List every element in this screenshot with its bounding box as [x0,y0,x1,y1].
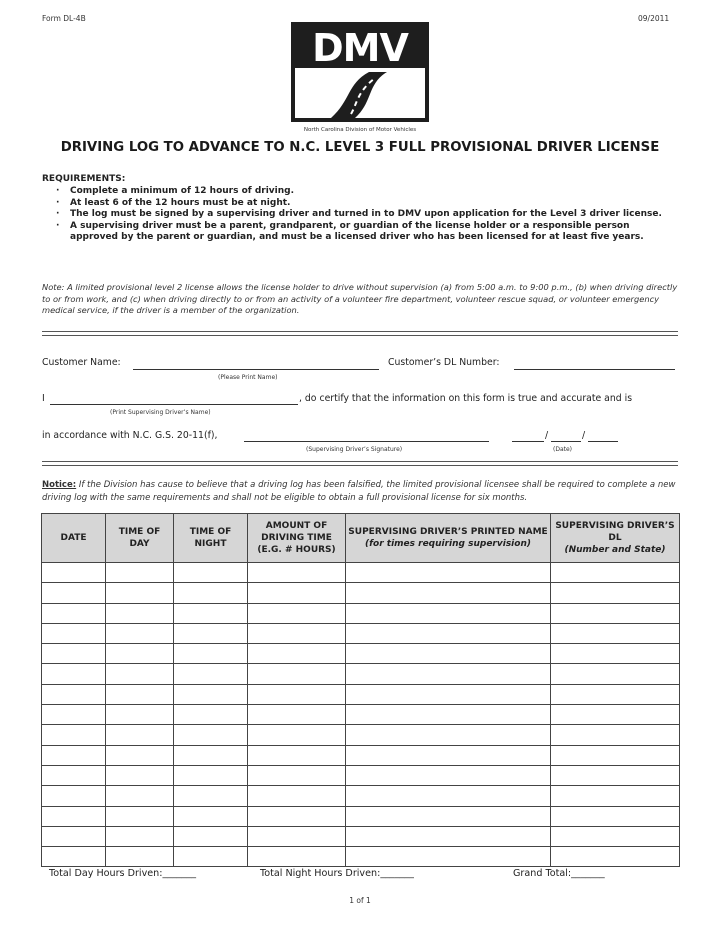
log-cell[interactable] [551,644,680,664]
log-cell[interactable] [346,603,551,623]
table-row [42,583,680,603]
log-cell[interactable] [248,847,346,867]
log-cell[interactable] [42,725,106,745]
log-cell[interactable] [346,705,551,725]
divider [42,331,678,332]
table-row [42,765,680,785]
log-cell[interactable] [42,786,106,806]
log-cell[interactable] [42,684,106,704]
log-cell[interactable] [106,664,174,684]
log-cell[interactable] [106,786,174,806]
log-cell[interactable] [551,684,680,704]
log-cell[interactable] [42,826,106,846]
log-cell[interactable] [42,664,106,684]
table-row [42,684,680,704]
log-cell[interactable] [551,847,680,867]
table-row [42,603,680,623]
date-slash: / [545,430,549,441]
log-cell[interactable] [174,684,248,704]
log-cell[interactable] [346,745,551,765]
log-cell[interactable] [248,806,346,826]
log-cell[interactable] [346,765,551,785]
header-time-of-day: TIME OF DAY [106,514,174,563]
signature-hint: (Supervising Driver’s Signature) [306,446,403,453]
form-date: 09/2011 [638,14,670,23]
requirement-item: · A supervising driver must be a parent, grandparent, or guardian of the license holder or a responsible person approved by the parent or guardian, and must be a licensed driver who has been licensed for at least five years. [56,221,676,244]
log-cell[interactable] [174,806,248,826]
log-cell[interactable] [42,806,106,826]
table-row [42,826,680,846]
notice-text: If the Division has cause to believe that a driving log has been falsified, the limited provisional licensee shall be required to complete a new driving log with the same requirements and shall not be eligible to obtain a full provisional license for six months. [42,480,676,503]
date-slash: / [582,430,586,441]
log-cell[interactable] [106,725,174,745]
log-cell[interactable] [346,664,551,684]
log-cell[interactable] [42,623,106,643]
log-cell[interactable] [551,806,680,826]
log-cell[interactable] [551,563,680,583]
log-cell[interactable] [248,583,346,603]
header-time-of-night: TIME OF NIGHT [174,514,248,563]
customer-dl-field[interactable] [514,369,675,370]
supervising-name-hint: (Print Supervising Driver’s Name) [110,409,211,416]
log-cell[interactable] [346,826,551,846]
table-row [42,563,680,583]
table-row [42,786,680,806]
logo-text: DMV [312,26,408,70]
table-row [42,705,680,725]
log-cell[interactable] [248,684,346,704]
notice-label: Notice: [42,480,77,490]
customer-name-hint: (Please Print Name) [218,374,278,381]
requirement-item: · At least 6 of the 12 hours must be at night. [56,198,676,210]
table-row [42,725,680,745]
log-cell[interactable] [346,684,551,704]
log-cell[interactable] [174,664,248,684]
log-cell[interactable] [174,583,248,603]
log-cell[interactable] [346,786,551,806]
log-cell[interactable] [106,623,174,643]
log-cell[interactable] [42,644,106,664]
divider [42,461,678,462]
log-cell[interactable] [551,583,680,603]
date-year-field[interactable] [588,441,618,442]
requirements-list [56,186,676,244]
log-cell[interactable] [248,745,346,765]
header-supervising-name: SUPERVISING DRIVER’S PRINTED NAME (for times requiring supervision) [346,514,551,563]
log-cell[interactable] [551,705,680,725]
form-id: Form DL-4B [42,14,86,23]
log-cell[interactable] [106,563,174,583]
log-cell[interactable] [248,765,346,785]
header-amount-driving-time: AMOUNT OF DRIVING TIME (E.G. # HOURS) [248,514,346,563]
log-cell[interactable] [174,725,248,745]
total-day-hours[interactable]: Total Day Hours Driven:_______ [49,868,197,879]
supervising-name-field[interactable] [50,404,298,405]
divider [42,465,678,466]
log-cell[interactable] [106,847,174,867]
log-cell[interactable] [551,765,680,785]
table-row [42,623,680,643]
log-cell[interactable] [174,603,248,623]
log-cell[interactable] [346,583,551,603]
log-cell[interactable] [248,623,346,643]
table-row [42,664,680,684]
log-cell[interactable] [42,705,106,725]
log-cell[interactable] [248,563,346,583]
requirement-item: · The log must be signed by a supervising driver and turned in to DMV upon application for the Level 3 driver license. [56,209,676,221]
log-cell[interactable] [551,603,680,623]
log-cell[interactable] [346,623,551,643]
grand-total[interactable]: Grand Total:_______ [513,868,605,879]
log-cell[interactable] [106,826,174,846]
log-cell[interactable] [42,847,106,867]
date-hint: (Date) [553,446,573,453]
date-month-field[interactable] [512,441,544,442]
log-cell[interactable] [106,705,174,725]
page-title: DRIVING LOG TO ADVANCE TO N.C. LEVEL 3 FULL PROVISIONAL DRIVER LICENSE [60,140,660,155]
table-row [42,806,680,826]
log-cell[interactable] [551,745,680,765]
log-cell[interactable] [174,786,248,806]
page-number: 1 of 1 [349,896,371,905]
driving-log-table [41,513,680,867]
log-cell[interactable] [551,725,680,745]
requirements-note: Note: A limited provisional level 2 license allows the license holder to drive without supervision (a) from 5:00 a.m. to 9:00 p.m., (b) when driving directly to or from work, and (c) when driving directly to or from an activity of a volunteer fire department, volunteer rescue squad, or volunteer emergency medical service, if the driver is a member of the organization. [42,282,678,315]
log-cell[interactable] [551,786,680,806]
log-cell[interactable] [42,583,106,603]
date-day-field[interactable] [551,441,581,442]
log-cell[interactable] [106,745,174,765]
table-body [42,563,680,867]
table-row [42,644,680,664]
log-cell[interactable] [248,603,346,623]
accordance-text: in accordance with N.C. G.S. 20-11(f), [42,430,218,441]
log-cell[interactable] [248,826,346,846]
log-cell[interactable] [174,826,248,846]
log-cell[interactable] [174,765,248,785]
customer-dl-label: Customer’s DL Number: [388,357,500,368]
log-cell[interactable] [174,705,248,725]
requirements-heading: REQUIREMENTS: [42,174,126,184]
customer-name-label: Customer Name: [42,357,121,368]
header-date: DATE [42,514,106,563]
log-cell[interactable] [346,725,551,745]
log-cell[interactable] [106,603,174,623]
log-cell[interactable] [42,603,106,623]
certify-text: , do certify that the information on this form is true and accurate and is [299,393,633,404]
log-cell[interactable] [174,745,248,765]
customer-name-field[interactable] [133,369,379,370]
log-cell[interactable] [551,826,680,846]
log-cell[interactable] [174,644,248,664]
table-header-row [42,514,680,563]
log-cell[interactable] [248,664,346,684]
header-supervising-dl: SUPERVISING DRIVER’S DL (Number and State) [551,514,680,563]
i-label: I [42,393,45,404]
log-cell[interactable] [42,745,106,765]
log-cell[interactable] [551,664,680,684]
log-cell[interactable] [174,847,248,867]
notice [42,479,687,505]
log-cell[interactable] [106,583,174,603]
signature-field[interactable] [244,441,489,442]
log-cell[interactable] [106,644,174,664]
log-cell[interactable] [106,765,174,785]
table-row [42,847,680,867]
log-cell[interactable] [248,705,346,725]
log-cell[interactable] [42,563,106,583]
logo-subtitle: North Carolina Division of Motor Vehicles [303,127,417,133]
log-cell[interactable] [248,786,346,806]
log-cell[interactable] [174,563,248,583]
log-cell[interactable] [106,806,174,826]
log-cell[interactable] [346,563,551,583]
log-cell[interactable] [248,725,346,745]
log-cell[interactable] [42,765,106,785]
log-cell[interactable] [174,623,248,643]
requirement-item: · Complete a minimum of 12 hours of driving. [56,186,676,198]
table-row [42,745,680,765]
total-night-hours[interactable]: Total Night Hours Driven:_______ [260,868,414,879]
log-cell[interactable] [346,644,551,664]
log-cell[interactable] [106,684,174,704]
log-cell[interactable] [346,806,551,826]
log-cell[interactable] [346,847,551,867]
divider [42,335,678,336]
log-cell[interactable] [248,644,346,664]
log-cell[interactable] [551,623,680,643]
